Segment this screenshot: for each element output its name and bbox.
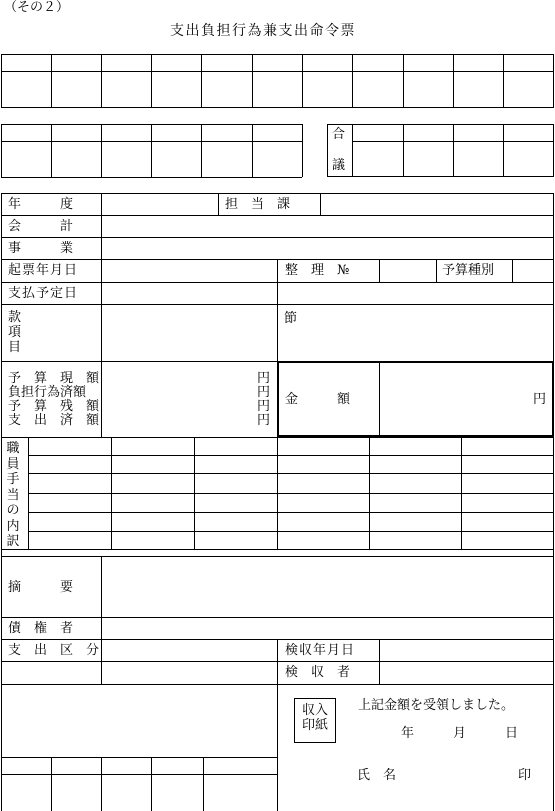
project-label: 事 業: [8, 241, 74, 256]
issue-date-label: 起票年月日: [8, 263, 79, 278]
scheduled-payment-field[interactable]: [101, 282, 277, 304]
inspector-label: 検 収 者: [285, 665, 351, 680]
budget-type-label: 予算種別: [442, 263, 495, 278]
receiver-name-label: 氏 名: [357, 768, 397, 783]
revenue-stamp-line-1: 収入: [301, 703, 328, 718]
item-kan-label: 款: [8, 310, 22, 325]
budget-remaining-label: 予 算 残 額: [8, 399, 100, 414]
currency-current: 円: [257, 371, 271, 386]
currency-remaining: 円: [257, 399, 271, 414]
revenue-stamp-line-2: 印紙: [301, 718, 328, 733]
amount-field[interactable]: [380, 363, 550, 435]
issue-date-field[interactable]: [101, 259, 277, 282]
inspector-field[interactable]: [379, 661, 553, 684]
series-note: （その２）: [4, 0, 70, 15]
summary-label: 摘 要: [8, 580, 74, 595]
budget-committed-label: 負担行為済額: [8, 385, 87, 400]
amount-label: 金 額: [285, 392, 351, 407]
seal-mark: 印: [518, 768, 532, 783]
reference-no-field[interactable]: [379, 259, 436, 282]
reference-no-label: 整 理 №: [285, 263, 350, 278]
item-kou-label: 項: [8, 325, 22, 340]
budget-current-label: 予 算 現 額: [8, 371, 100, 386]
inspection-date-field[interactable]: [379, 639, 553, 661]
amount-currency: 円: [533, 392, 547, 407]
department-field[interactable]: [320, 193, 554, 216]
receipt-date-line: 年 月 日: [401, 726, 519, 741]
creditor-label: 債 権 者: [8, 621, 74, 636]
consult-label-2: 議: [332, 158, 346, 173]
account-field[interactable]: [101, 215, 553, 237]
page-title: 支出負担行為兼支出命令票: [170, 23, 356, 39]
item-moku-label: 目: [8, 340, 22, 355]
scheduled-payment-label: 支払予定日: [8, 286, 79, 301]
account-label: 会 計: [8, 219, 74, 234]
inspection-date-label: 検収年月日: [285, 643, 356, 658]
receipt-text: 上記金額を受領しました。: [358, 698, 515, 713]
budget-paid-label: 支 出 済 額: [8, 413, 100, 428]
section-label: 節: [284, 311, 298, 326]
currency-committed: 円: [257, 385, 271, 400]
currency-paid: 円: [257, 413, 271, 428]
consult-label-1: 合: [332, 127, 346, 142]
receiver-name-field[interactable]: [405, 762, 513, 784]
payment-category-label: 支 出 区 分: [8, 643, 100, 658]
department-label: 担 当 課: [225, 197, 291, 212]
project-field[interactable]: [101, 237, 553, 259]
fiscal-year-label: 年 度: [8, 197, 74, 212]
creditor-field[interactable]: [101, 617, 553, 639]
summary-field[interactable]: [101, 556, 553, 617]
revenue-stamp-box: [294, 698, 336, 743]
staff-allowance-label: 職員手当の内訳: [6, 441, 20, 549]
budget-type-field[interactable]: [512, 259, 553, 282]
